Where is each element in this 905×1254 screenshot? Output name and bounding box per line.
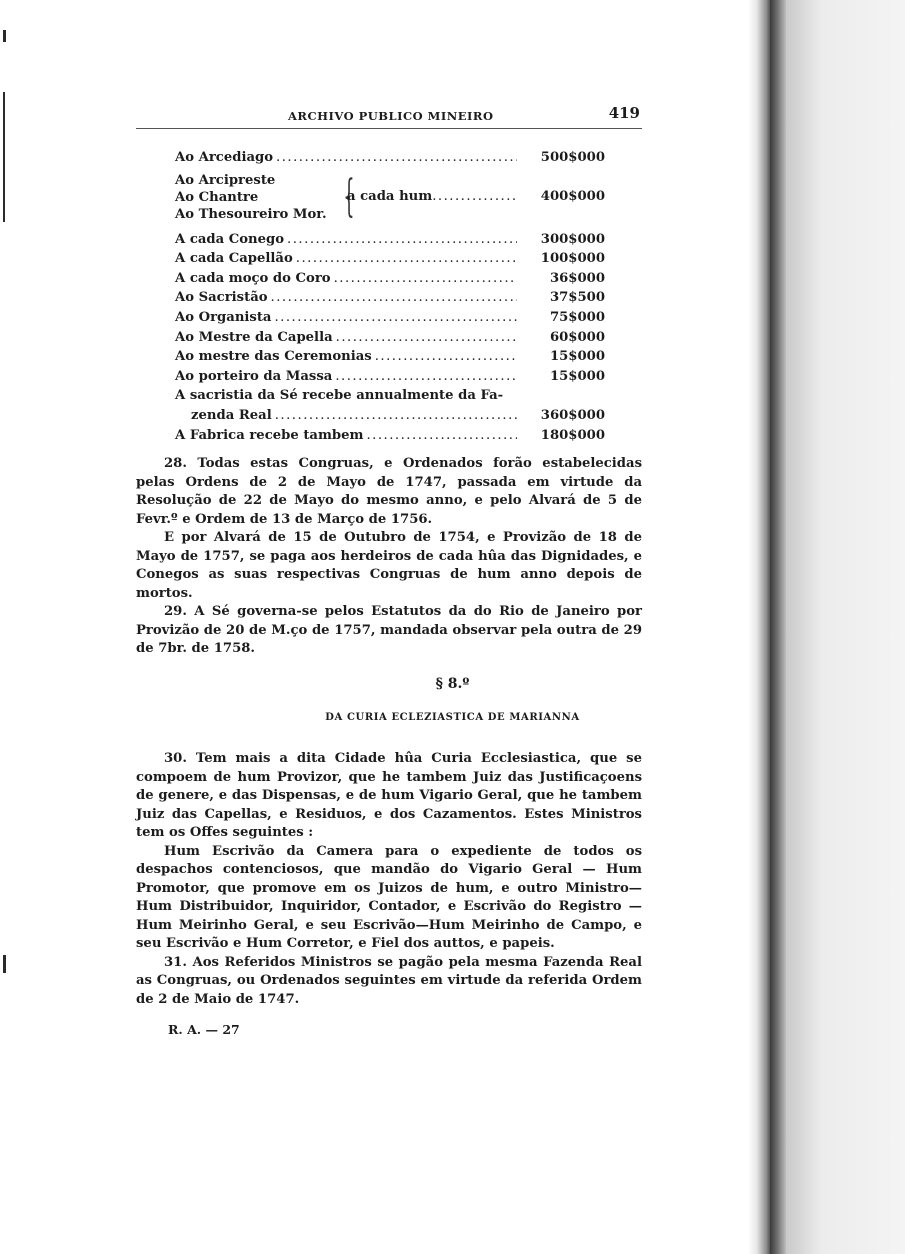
- paragraph: E por Alvará de 15 de Outubro de 1754, e Provizão de 18 de Mayo de 1757, se paga aos herdeiros de cada hûa das Dignidades, e Conegos as suas respectivas Congruas de hum anno depois de mortos.: [136, 530, 642, 601]
- body-text-bottom: [136, 750, 642, 1009]
- scan-mark: [3, 92, 5, 222]
- salary-table: [175, 148, 605, 445]
- salary-amount: 15$000: [549, 349, 605, 365]
- salary-row: [175, 426, 605, 446]
- group-names: [175, 172, 345, 223]
- body-text-top: [136, 455, 642, 659]
- salary-row: [175, 406, 605, 426]
- page-number: 419: [608, 104, 640, 122]
- salary-row: [175, 328, 605, 348]
- group-name: Ao Thesoureiro Mor.: [175, 206, 327, 222]
- salary-amount: 400$000: [540, 188, 605, 204]
- group-name: Ao Arcipreste: [175, 172, 276, 188]
- salary-amount: 180$000: [540, 427, 605, 443]
- paragraph: 29. A Sé governa-se pelos Estatutos da do Rio de Janeiro por Provizão de 20 de M.ço de 1757, mandada observar pela outra de 29 de 7br. de 1758.: [136, 604, 642, 656]
- salary-name: Ao porteiro da Massa: [175, 368, 333, 384]
- leader-dots: [287, 230, 517, 250]
- leader-dots: [375, 347, 517, 367]
- salary-row: [175, 230, 605, 250]
- leader-dots: [366, 426, 517, 446]
- leader-dots: [296, 249, 517, 269]
- brace-glyph: {: [343, 170, 355, 222]
- salary-amount: 60$000: [549, 329, 605, 345]
- leader-dots: [274, 308, 517, 328]
- paragraph: 28. Todas estas Congruas, e Ordenados forão estabelecidas pelas Ordens de 2 de Mayo de 1747, passada em virtude da Resolução de 22 de Mayo do mesmo anno, e pelo Alvará de 5 de Fevr.º e Ordem de 13 de Março de 1756.: [136, 456, 642, 527]
- signature-mark: R. A. — 27: [168, 1022, 240, 1037]
- salary-name: A cada Conego: [175, 231, 285, 247]
- salary-row: [175, 347, 605, 367]
- salary-amount: 36$000: [549, 270, 605, 286]
- salary-group: [175, 172, 605, 226]
- paragraph: 30. Tem mais a dita Cidade hûa Curia Ecclesiastica, que se compoem de hum Provizor, que he tambem Juiz das Justificaçoens de genere, e das Dispensas, e de hum Vigario Geral, que he tambem Juiz das Capellas, e Residuos, e dos Cazamentos. Estes Ministros tem os Offes seguintes :: [136, 751, 642, 840]
- salary-name: A cada Capellão: [175, 251, 293, 267]
- paragraph: 31. Aos Referidos Ministros se pagão pela mesma Fazenda Real as Congruas, ou Ordenados seguintes em virtude da referida Ordem de 2 de Maio de 1747.: [136, 954, 642, 1007]
- facing-page-edge: [786, 0, 905, 1254]
- salary-name: Ao Arcediago: [175, 150, 274, 165]
- group-label: a cada hum .....: [347, 189, 517, 204]
- salary-amount: 300$000: [540, 231, 605, 247]
- salary-name: zenda Real: [191, 407, 272, 423]
- salary-name: Ao mestre das Ceremonias: [175, 349, 372, 365]
- salary-row: [175, 269, 605, 289]
- group-name: Ao Chantre: [175, 189, 259, 205]
- salary-row: [175, 148, 605, 168]
- running-title: ARCHIVO PUBLICO MINEIRO: [288, 109, 494, 123]
- running-header: [136, 104, 642, 129]
- page-edge-shadow: [748, 0, 770, 1254]
- salary-amount: 500$000: [540, 150, 605, 165]
- scan-mark: [3, 30, 6, 42]
- salary-amount: 100$000: [540, 251, 605, 267]
- leader-dots: [271, 288, 517, 308]
- salary-amount: 15$000: [549, 368, 605, 384]
- salary-name: A cada moço do Coro: [175, 270, 331, 286]
- salary-name: Ao Mestre da Capella: [175, 329, 333, 345]
- leader-dots: [276, 148, 517, 168]
- salary-row: [175, 249, 605, 269]
- salary-row: [175, 288, 605, 308]
- salary-row: [175, 367, 605, 387]
- section-heading: DA CURIA ECLEZIASTICA DE MARIANNA: [325, 712, 580, 723]
- leader-dots: [275, 406, 517, 426]
- salary-amount: 75$000: [549, 309, 605, 325]
- paragraph: Hum Escrivão da Camera para o expediente de todos os despachos contenciosos, que mandão do Vigario Geral — Hum Promotor, que promove em os Juizos de hum, e outro Ministro—Hum Distribuidor, Inquiridor, Contador, e Escrivão do Registro — Hum Meirinho Geral, e seu Escrivão—Hum Meirinho de Campo, e seu Escrivão e Hum Corretor, e Fiel dos auttos, e papeis.: [136, 843, 642, 951]
- section-number: § 8.º: [435, 676, 470, 692]
- salary-row: [175, 308, 605, 328]
- scan-mark: [3, 955, 6, 973]
- salary-name: A sacristia da Sé recebe annualmente da Fa-: [175, 388, 504, 404]
- salary-name: Ao Sacristão: [175, 290, 268, 306]
- leader-dots: [336, 328, 517, 348]
- book-spine-band: [770, 0, 786, 1254]
- salary-amount: 360$000: [540, 407, 605, 423]
- salary-amount: 37$500: [549, 290, 605, 306]
- salary-name: A Fabrica recebe tambem: [175, 427, 364, 443]
- salary-name: Ao Organista: [175, 309, 272, 325]
- salary-row: [175, 386, 605, 406]
- leader-dots: [335, 367, 517, 387]
- leader-dots: [334, 269, 517, 289]
